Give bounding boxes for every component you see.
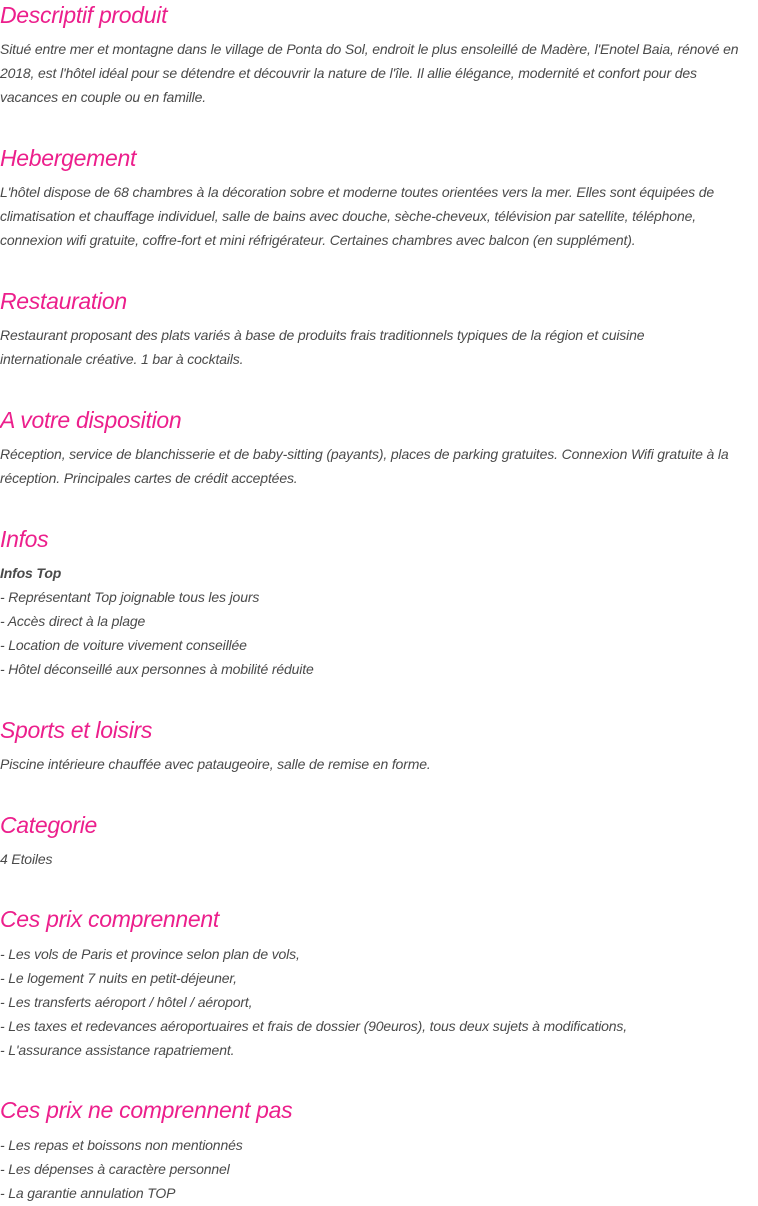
section-paragraph <box>0 752 758 776</box>
section-hebergement <box>0 143 758 252</box>
text-line: Restaurant proposant des plats variés à base de produits frais traditionnels typiques de la région et cuisine <box>0 327 645 343</box>
section-descriptif-produit <box>0 0 758 109</box>
section-paragraph <box>0 847 758 871</box>
section-title: Categorie <box>0 812 98 838</box>
section-sports-et-loisirs <box>0 715 758 776</box>
section-restauration <box>0 286 758 371</box>
list-item: - Le logement 7 nuits en petit-déjeuner, <box>0 970 237 986</box>
section-title: Ces prix comprennent <box>0 906 219 932</box>
section-paragraph <box>0 561 758 681</box>
text-line: Situé entre mer et montagne dans le village de Ponta do Sol, endroit le plus ensoleillé de Madère, l'Enotel Baia, rénové en <box>0 41 739 57</box>
section-title: A votre disposition <box>0 407 182 433</box>
section-ces-prix-ne-comprennent-pas <box>0 1095 758 1205</box>
text-line: Piscine intérieure chauffée avec pataugeoire, salle de remise en forme. <box>0 756 431 772</box>
text-line: Réception, service de blanchisserie et de baby-sitting (payants), places de parking gratuites. Connexion Wifi gratuite à la <box>0 446 729 462</box>
section-paragraph <box>0 323 758 371</box>
section-paragraph <box>0 442 758 490</box>
section-paragraph <box>0 37 758 109</box>
text-line: climatisation et chauffage individuel, salle de bains avec douche, sèche-cheveux, télévision par satellite, téléphone, <box>0 208 696 224</box>
text-line: L'hôtel dispose de 68 chambres à la décoration sobre et moderne toutes orientées vers la mer. Elles sont équipées de <box>0 184 714 200</box>
text-line: internationale créative. 1 bar à cocktails. <box>0 351 244 367</box>
list-item: - Location de voiture vivement conseillée <box>0 637 247 653</box>
section-paragraph <box>0 942 758 1062</box>
section-title: Descriptif produit <box>0 2 168 28</box>
text-line: réception. Principales cartes de crédit acceptées. <box>0 470 298 486</box>
section-title: Restauration <box>0 288 127 314</box>
list-item: - Les transferts aéroport / hôtel / aéroport, <box>0 994 253 1010</box>
list-item: - Les dépenses à caractère personnel <box>0 1161 230 1177</box>
section-title: Infos <box>0 526 49 552</box>
list-item: - Les vols de Paris et province selon plan de vols, <box>0 946 300 962</box>
section-paragraph <box>0 1133 758 1205</box>
list-item: - Représentant Top joignable tous les jours <box>0 589 260 605</box>
list-item: - L'assurance assistance rapatriement. <box>0 1042 235 1058</box>
section-ces-prix-comprennent <box>0 904 758 1062</box>
text-line: connexion wifi gratuite, coffre-fort et mini réfrigérateur. Certaines chambres avec balcon (en supplément). <box>0 232 636 248</box>
section-categorie <box>0 810 758 871</box>
list-item: - La garantie annulation TOP <box>0 1185 176 1201</box>
infos-top-subtitle: Infos Top <box>0 565 62 581</box>
section-paragraph <box>0 180 758 252</box>
list-item: - Les taxes et redevances aéroportuaires et frais de dossier (90euros), tous deux sujets à modifications, <box>0 1018 628 1034</box>
list-item: - Les repas et boissons non mentionnés <box>0 1137 243 1153</box>
list-item: - Accès direct à la plage <box>0 613 146 629</box>
section-infos <box>0 524 758 681</box>
section-a-votre-disposition <box>0 405 758 490</box>
section-title: Ces prix ne comprennent pas <box>0 1097 293 1123</box>
text-line: 2018, est l'hôtel idéal pour se détendre et découvrir la nature de l'île. Il allie élégance, modernité et confort pour des <box>0 65 697 81</box>
list-item: - Hôtel déconseillé aux personnes à mobilité réduite <box>0 661 314 677</box>
text-line: vacances en couple ou en famille. <box>0 89 206 105</box>
section-title: Sports et loisirs <box>0 717 153 743</box>
category-value: 4 Etoiles <box>0 851 53 867</box>
section-title: Hebergement <box>0 145 137 171</box>
